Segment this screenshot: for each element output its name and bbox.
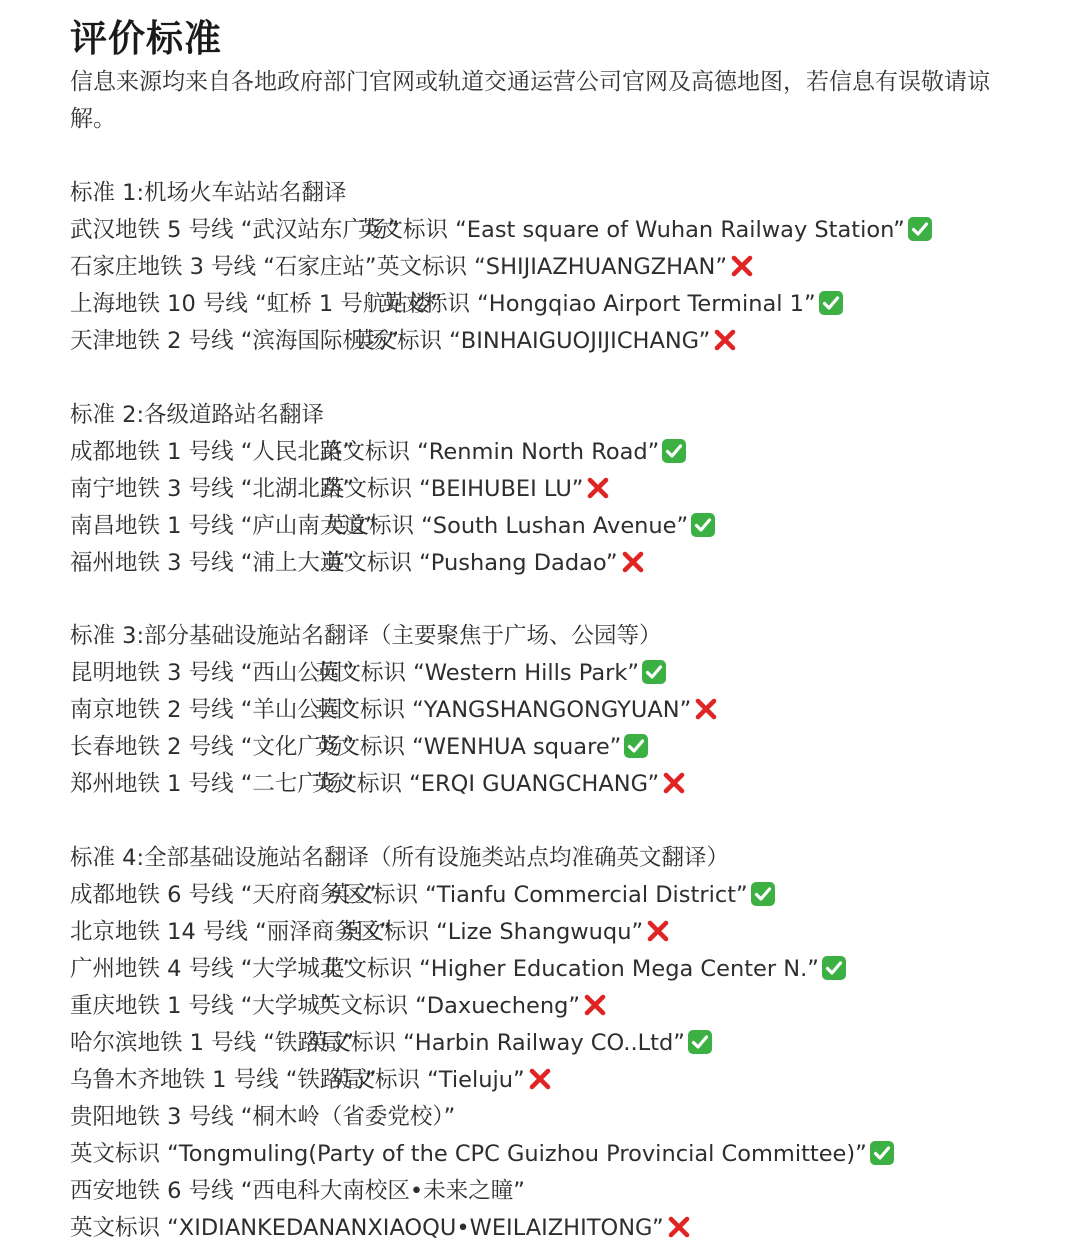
station-english-sign: 英文标识 “East square of Wuhan Railway Station” bbox=[358, 215, 933, 245]
station-english-sign: 英文标识 “BEIHUBEI LU” bbox=[322, 474, 611, 504]
station-chinese-name: 南宁地铁 3 号线 “北湖北路” bbox=[70, 476, 355, 502]
station-chinese-name: 长春地铁 2 号线 “文化广场” bbox=[70, 734, 355, 760]
criterion-heading: 标准 4:全部基础设施站名翻译（所有设施类站点均准确英文翻译） bbox=[70, 845, 730, 871]
station-row bbox=[70, 769, 660, 799]
cross-mark-icon bbox=[693, 696, 719, 722]
cross-mark-icon bbox=[661, 770, 687, 796]
station-row bbox=[70, 695, 692, 725]
cross-mark-icon bbox=[645, 918, 671, 944]
station-row bbox=[70, 658, 640, 688]
station-chinese-name: 郑州地铁 1 号线 “二七广场” bbox=[70, 771, 355, 797]
cross-mark-icon bbox=[527, 1066, 553, 1092]
criterion-heading: 标准 2:各级道路站名翻译 bbox=[70, 402, 325, 428]
station-chinese-name: 乌鲁木齐地铁 1 号线 “铁路局” bbox=[70, 1067, 377, 1093]
page-title: 评价标准 bbox=[70, 17, 222, 60]
station-chinese-name: 贵阳地铁 3 号线 “桐木岭（省委党校）” bbox=[70, 1104, 456, 1130]
station-chinese-name: 西安地铁 6 号线 “西电科大南校区•未来之瞳” bbox=[70, 1178, 525, 1204]
station-row bbox=[70, 1065, 525, 1095]
station-english-sign: 英文标识 “SHIJIAZHUANGZHAN” bbox=[377, 252, 755, 282]
check-mark-icon bbox=[623, 733, 649, 759]
cross-mark-icon bbox=[582, 992, 608, 1018]
check-mark-icon bbox=[690, 512, 716, 538]
station-row bbox=[70, 511, 689, 541]
station-english-sign: 英文标识 “Western Hills Park” bbox=[316, 658, 667, 688]
station-chinese-name: 南昌地铁 1 号线 “庐山南大道” bbox=[70, 513, 377, 539]
station-chinese-name: 武汉地铁 5 号线 “武汉站东广场” bbox=[70, 217, 400, 243]
check-mark-icon bbox=[869, 1140, 895, 1166]
station-chinese-name: 南京地铁 2 号线 “羊山公园” bbox=[70, 697, 355, 723]
station-english-sign: 英文标识 “Pushang Dadao” bbox=[322, 548, 646, 578]
cross-mark-icon bbox=[666, 1214, 692, 1240]
station-row bbox=[70, 917, 644, 947]
cross-mark-icon bbox=[585, 475, 611, 501]
cross-mark-icon bbox=[712, 327, 738, 353]
station-row bbox=[70, 1176, 525, 1206]
station-chinese-name: 哈尔滨地铁 1 号线 “铁路局” bbox=[70, 1030, 355, 1056]
station-row bbox=[70, 326, 711, 356]
station-row bbox=[70, 1139, 895, 1169]
station-row bbox=[70, 880, 748, 910]
station-chinese-name: 天津地铁 2 号线 “滨海国际机场” bbox=[70, 328, 400, 354]
check-mark-icon bbox=[661, 438, 687, 464]
station-row bbox=[70, 1028, 685, 1058]
station-chinese-name: 重庆地铁 1 号线 “大学城” bbox=[70, 993, 332, 1019]
station-row bbox=[70, 252, 727, 282]
station-chinese-name: 成都地铁 6 号线 “天府商务区” bbox=[70, 882, 377, 908]
station-english-sign: 英文标识 “ERQI GUANGCHANG” bbox=[312, 769, 687, 799]
station-english-sign: 英文标识 “WENHUA square” bbox=[315, 732, 649, 762]
criterion-heading: 标准 3:部分基础设施站名翻译（主要聚焦于广场、公园等） bbox=[70, 623, 662, 649]
station-english-sign: 英文标识 “South Lushan Avenue” bbox=[324, 511, 716, 541]
station-english-sign: 英文标识 “Renmin North Road” bbox=[320, 437, 687, 467]
check-mark-icon bbox=[821, 955, 847, 981]
cross-mark-icon bbox=[620, 549, 646, 575]
station-row bbox=[70, 1102, 455, 1132]
station-row bbox=[70, 954, 819, 984]
station-english-sign: 英文标识 “Hongqiao Airport Terminal 1” bbox=[380, 289, 844, 319]
station-chinese-name: 广州地铁 4 号线 “大学城北” bbox=[70, 956, 355, 982]
station-english-sign: 英文标识 “Harbin Railway CO..Ltd” bbox=[306, 1028, 713, 1058]
intro-paragraph: 信息来源均来自各地政府部门官网或轨道交通运营公司官网及高德地图，若信息有误敬请谅解。 bbox=[70, 69, 990, 132]
station-english-sign: 英文标识 “Daxuecheng” bbox=[318, 991, 608, 1021]
station-chinese-name: 上海地铁 10 号线 “虹桥 1 号航站楼” bbox=[70, 291, 443, 317]
station-english-sign: 英文标识 “Tongmuling(Party of the CPC Guizhou Provincial Committee)” bbox=[70, 1139, 895, 1169]
check-mark-icon bbox=[687, 1029, 713, 1055]
station-english-sign: 英文标识 “Tieluju” bbox=[330, 1065, 553, 1095]
station-english-sign: 英文标识 “Higher Education Mega Center N.” bbox=[322, 954, 847, 984]
station-chinese-name: 昆明地铁 3 号线 “西山公园” bbox=[70, 660, 355, 686]
station-chinese-name: 成都地铁 1 号线 “人民北路” bbox=[70, 439, 355, 465]
station-chinese-name: 石家庄地铁 3 号线 “石家庄站” bbox=[70, 254, 377, 280]
station-chinese-name: 北京地铁 14 号线 “丽泽商务区” bbox=[70, 919, 391, 945]
cross-mark-icon bbox=[729, 253, 755, 279]
check-mark-icon bbox=[907, 216, 933, 242]
station-row bbox=[70, 732, 622, 762]
station-english-sign: 英文标识 “Tianfu Commercial District” bbox=[328, 880, 776, 910]
station-chinese-name: 福州地铁 3 号线 “浦上大道” bbox=[70, 550, 355, 576]
station-english-sign: 英文标识 “YANGSHANGONGYUAN” bbox=[315, 695, 719, 725]
station-english-sign: 英文标识 “BINHAIGUOJIJICHANG” bbox=[352, 326, 738, 356]
station-row bbox=[70, 215, 905, 245]
criterion-heading: 标准 1:机场火车站站名翻译 bbox=[70, 180, 347, 206]
station-english-sign: 英文标识 “XIDIANKEDANANXIAOQU•WEILAIZHITONG” bbox=[70, 1213, 692, 1243]
check-mark-icon bbox=[641, 659, 667, 685]
station-row bbox=[70, 1213, 692, 1243]
station-row bbox=[70, 289, 816, 319]
station-row bbox=[70, 548, 618, 578]
check-mark-icon bbox=[750, 881, 776, 907]
station-row bbox=[70, 991, 581, 1021]
station-row bbox=[70, 437, 660, 467]
check-mark-icon bbox=[818, 290, 844, 316]
station-english-sign: 英文标识 “Lize Shangwuqu” bbox=[339, 917, 671, 947]
station-row bbox=[70, 474, 584, 504]
